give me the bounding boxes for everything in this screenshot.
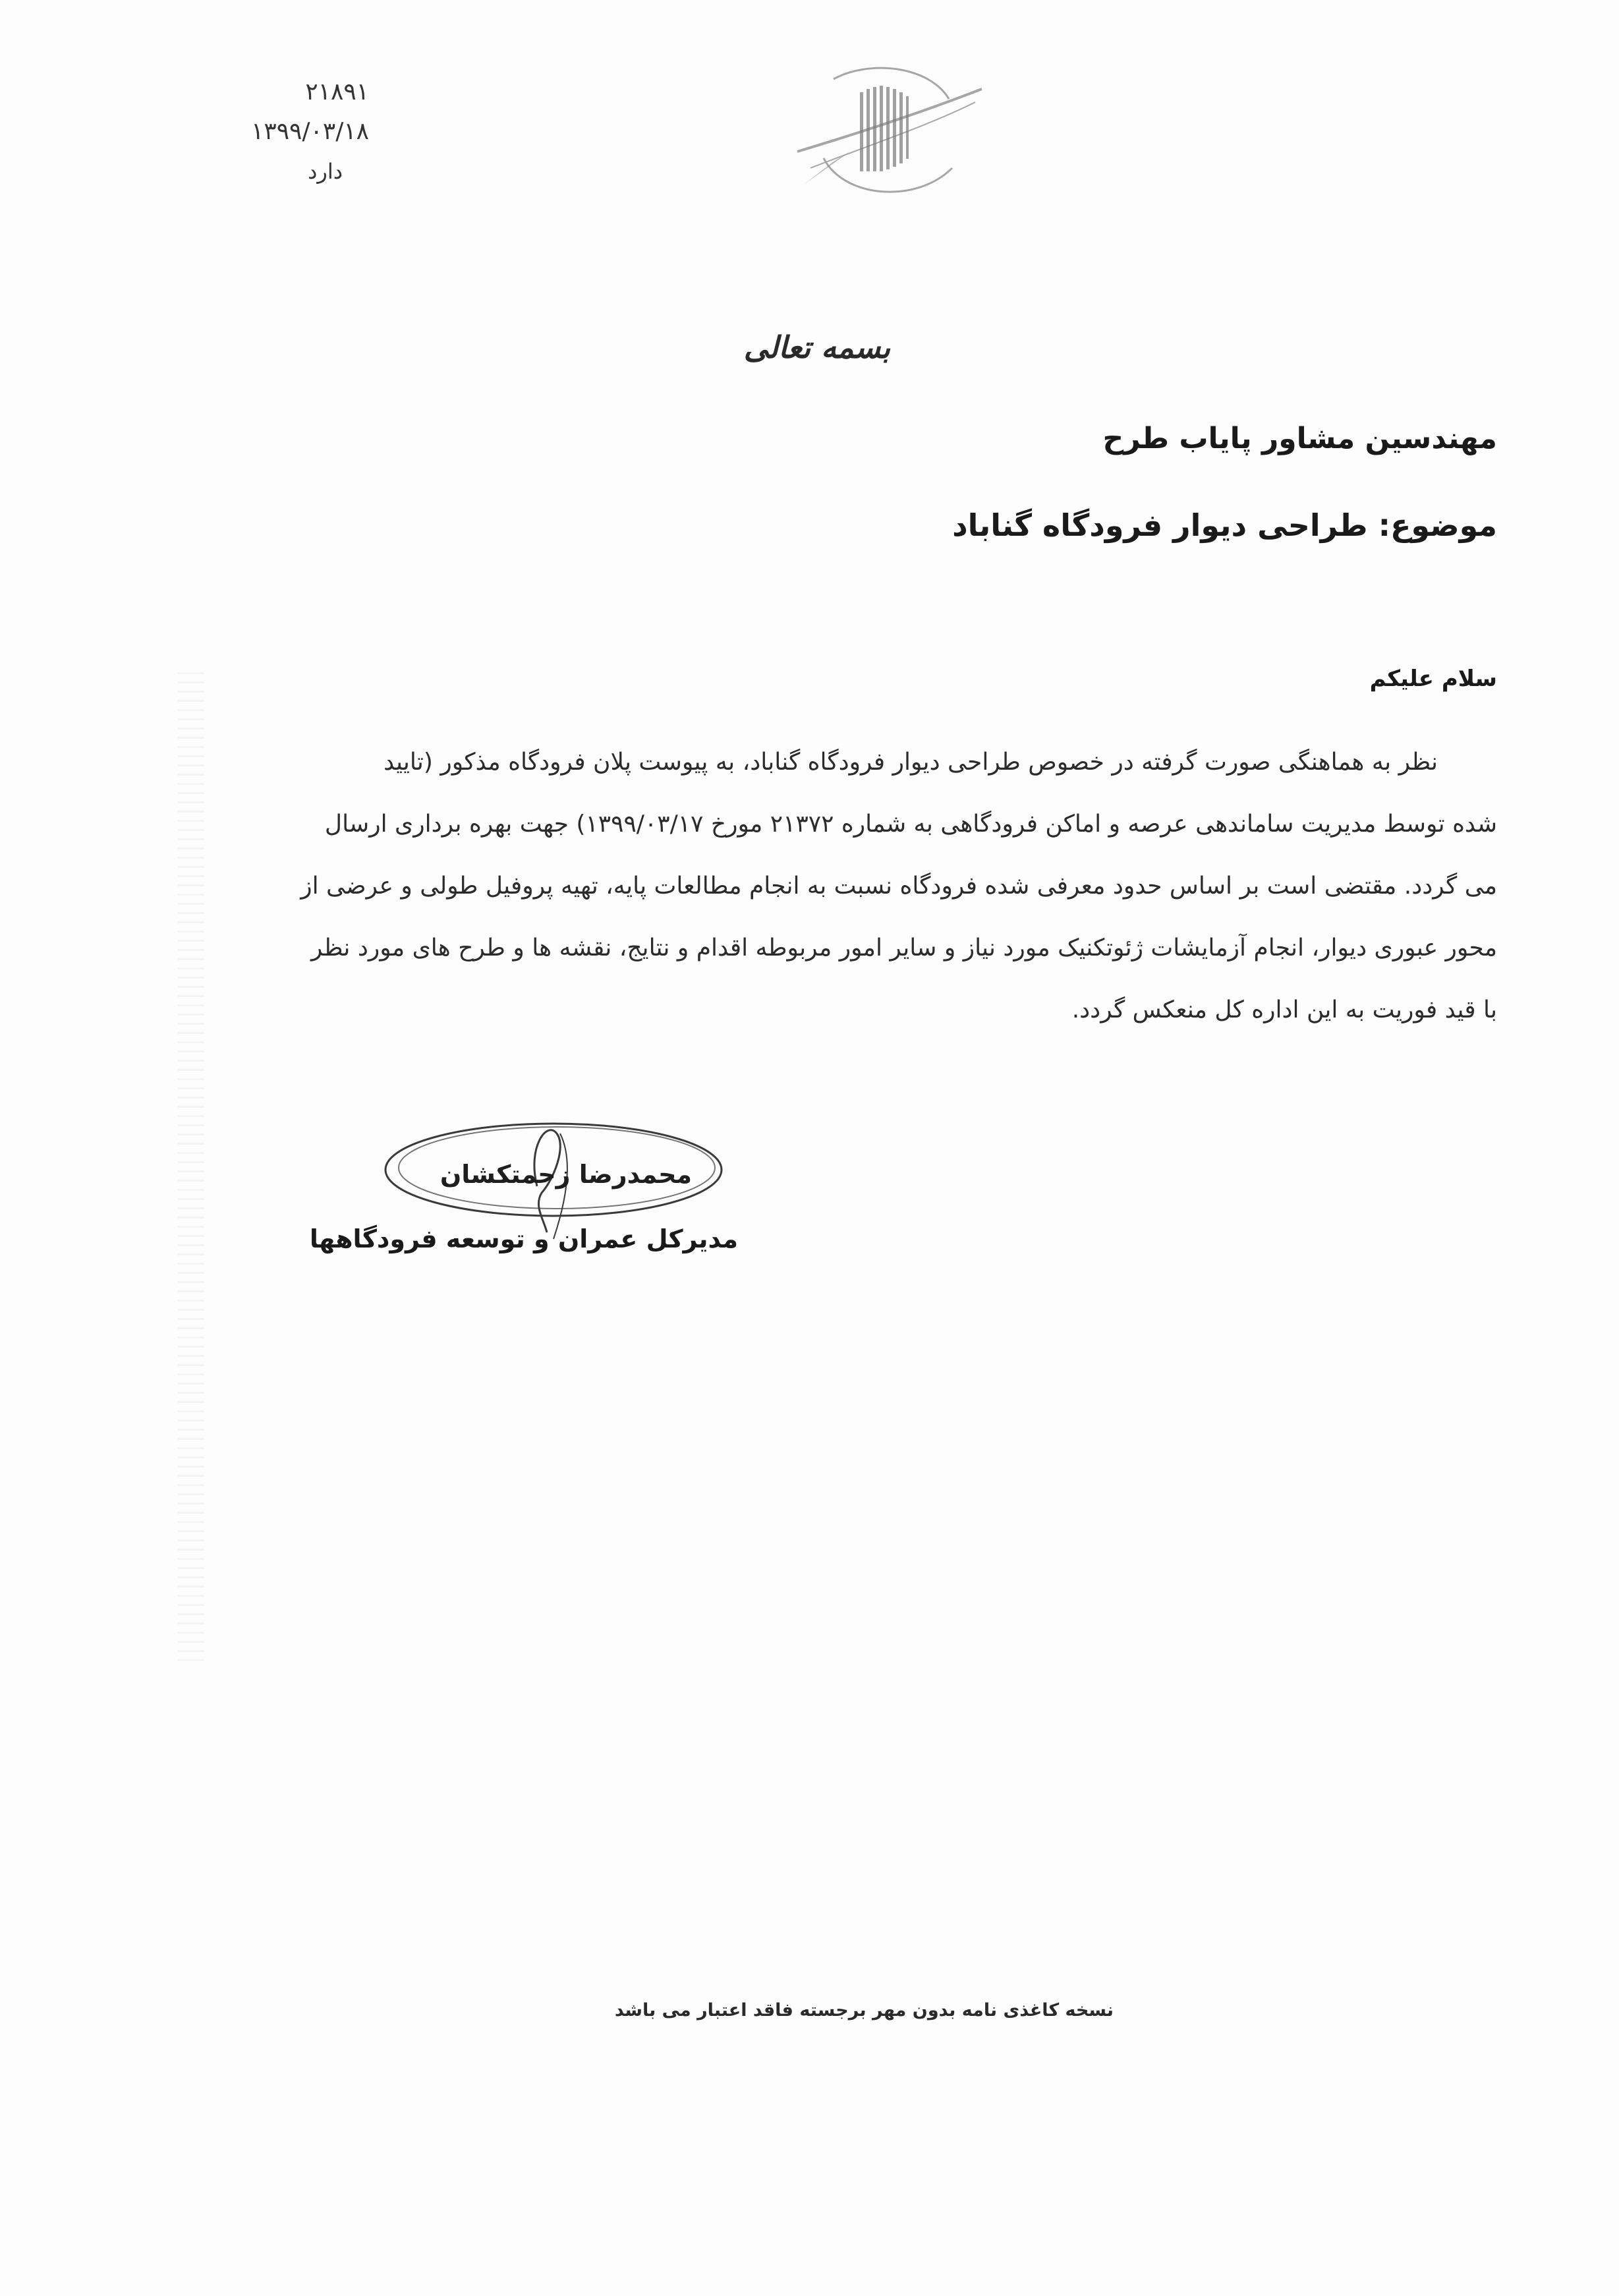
signature-block [309, 1107, 738, 1278]
body-line: می گردد. مقتضی است بر اساس حدود معرفی شده فرودگاه نسبت به انجام مطالعات پایه، تهیه پروفیل طولی و عرضی از [300, 873, 1497, 900]
body-line: شده توسط مدیریت ساماندهی عرصه و اماکن فرودگاهی به شماره ۲۱۳۷۲ مورخ ۱۳۹۹/۰۳/۱۷) جهت بهره برداری ارسال [324, 811, 1497, 838]
letter-date: ۱۳۹۹/۰۳/۱۸ [251, 118, 369, 145]
body-line: با قید فوریت به این اداره کل منعکس گردد. [1071, 996, 1497, 1023]
footer-note: نسخه کاغذی نامه بدون مهر برجسته فاقد اعتبار می باشد [614, 2000, 1114, 2021]
letter-body [179, 732, 1497, 1041]
subject-line: موضوع: طراحی دیوار فرودگاه گناباد [952, 507, 1497, 543]
airport-company-emblem-icon [771, 53, 988, 217]
invocation-heading: بسمه تعالی [743, 330, 891, 365]
letter-number: ۲۱۸۹۱ [305, 78, 369, 105]
letter-meta [198, 72, 369, 191]
greeting: سلام علیکم [1369, 666, 1497, 692]
signatory-name: محمدرضا زحمتکشان [440, 1160, 692, 1189]
body-line: نظر به هماهنگی صورت گرفته در خصوص طراحی دیوار فرودگاه گناباد، به پیوست پلان فرودگاه مذکور (تایید [383, 749, 1438, 776]
signatory-title: مدیرکل عمران و توسعه فرودگاهها [309, 1224, 738, 1253]
recipient-line: مهندسین مشاور پایاب طرح [1102, 422, 1497, 455]
letter-attachment: دارد [308, 159, 343, 184]
body-line: محور عبوری دیوار، انجام آزمایشات ژئوتکنیک مورد نیاز و سایر امور مربوطه اقدام و نتایج، نقشه ها و طرح های مورد نظر [311, 934, 1497, 961]
